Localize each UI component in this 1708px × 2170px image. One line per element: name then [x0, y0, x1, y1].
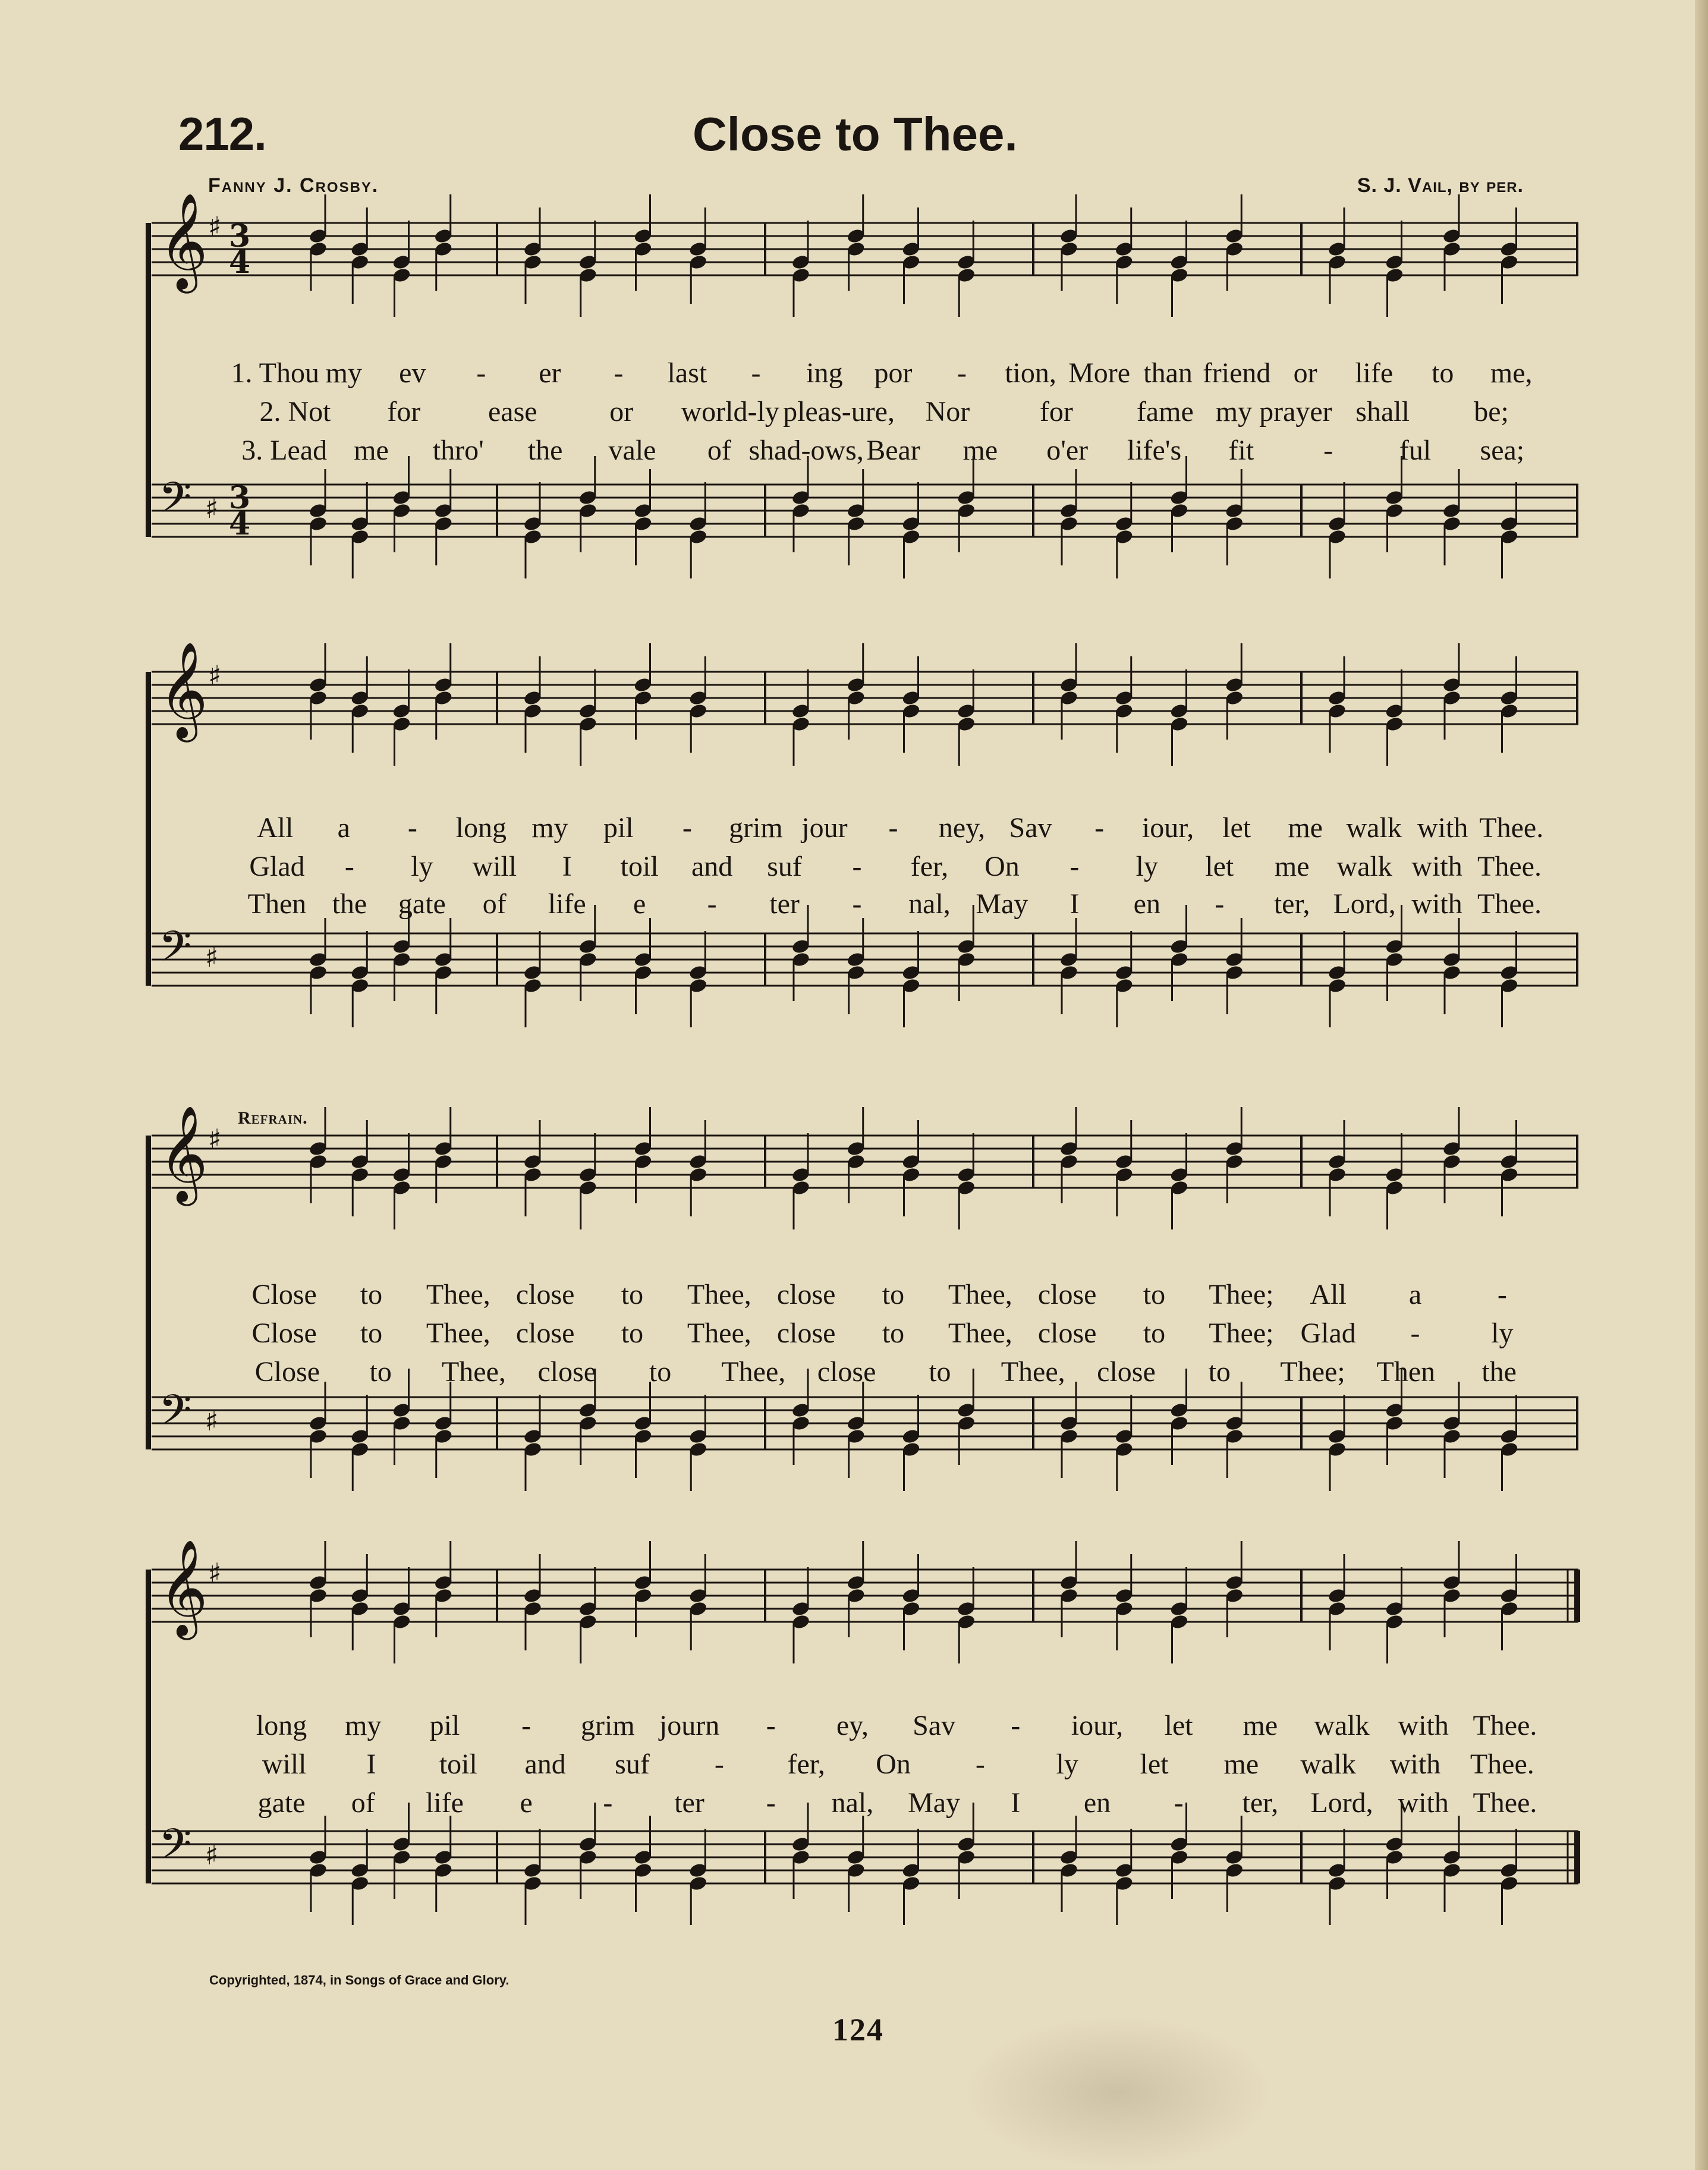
bass-clef-icon: 𝄢	[159, 922, 192, 982]
lyric-syllable: -	[1174, 1787, 1184, 1819]
lyric-line	[146, 1356, 1578, 1394]
copyright-notice: Copyrighted, 1874, in Songs of Grace and Glory.	[209, 1973, 509, 1987]
lyric-syllable: shall	[1355, 396, 1410, 427]
lyric-syllable: o'er	[1046, 435, 1089, 466]
lyric-syllable: -	[1323, 435, 1333, 466]
lyric-syllable: Thee,	[426, 1279, 490, 1310]
author-credit: Fanny J. Crosby.	[208, 174, 379, 197]
page-number: 124	[832, 2012, 884, 2048]
lyric-syllable: life's	[1127, 435, 1182, 466]
lyric-syllable: Sav	[1009, 812, 1052, 844]
lyric-syllable: Thee;	[1209, 1279, 1274, 1310]
lyric-line	[146, 888, 1578, 926]
lyric-syllable: e	[633, 888, 646, 920]
lyric-syllable: journ	[659, 1710, 720, 1741]
hymn-number: 212.	[178, 108, 266, 160]
sharp-icon: ♯	[208, 1123, 222, 1155]
lyric-syllable: close	[1037, 1279, 1097, 1310]
lyric-syllable: be;	[1474, 396, 1509, 427]
lyric-syllable: -	[682, 812, 692, 844]
lyric-syllable: with	[1411, 851, 1462, 882]
music-system-4	[146, 1539, 1578, 1944]
lyric-syllable: Thee,	[948, 1279, 1012, 1310]
lyric-syllable: of	[707, 435, 731, 466]
lyric-syllable: suf	[767, 851, 802, 882]
lyric-syllable: to	[360, 1279, 383, 1310]
lyric-syllable: me	[354, 435, 389, 466]
lyric-syllable: -	[344, 851, 354, 882]
lyric-syllable: en	[1083, 1787, 1111, 1819]
lyric-syllable: life	[1355, 357, 1394, 389]
lyric-syllable: -	[1070, 851, 1080, 882]
lyric-syllable: -	[766, 1787, 776, 1819]
lyric-syllable: sea;	[1480, 435, 1525, 466]
lyric-syllable: for	[1039, 396, 1073, 427]
lyric-syllable: me	[1243, 1710, 1278, 1741]
lyric-syllable: Then	[1376, 1356, 1436, 1388]
lyric-syllable: Close	[251, 1317, 317, 1349]
treble-clef-icon: 𝄞	[159, 1539, 208, 1636]
lyric-syllable: with	[1417, 812, 1468, 844]
lyric-syllable: Thee,	[426, 1317, 490, 1349]
lyric-syllable: with	[1389, 1748, 1441, 1780]
lyric-syllable: for	[387, 396, 421, 427]
lyric-syllable: May	[976, 888, 1028, 920]
lyric-syllable: I	[1011, 1787, 1021, 1819]
lyric-syllable: let	[1222, 812, 1251, 844]
lyric-syllable: er	[539, 357, 561, 389]
lyric-syllable: and	[691, 851, 733, 882]
treble-clef-icon: 𝄞	[159, 193, 208, 290]
time-signature-digit: 3	[229, 218, 251, 254]
lyric-syllable: will	[262, 1748, 307, 1780]
lyric-syllable: ter,	[1273, 888, 1310, 920]
lyric-syllable: close	[1037, 1317, 1097, 1349]
lyric-syllable: Thee,	[441, 1356, 506, 1388]
lyric-syllable: Thee,	[1001, 1356, 1065, 1388]
lyric-syllable: to	[1208, 1356, 1231, 1388]
lyric-syllable: me	[962, 435, 998, 466]
paper-smudge	[963, 2015, 1272, 2170]
lyric-syllable: shad-ows,	[748, 435, 864, 466]
lyric-syllable: 1. Thou	[231, 357, 319, 389]
lyric-syllable: ey,	[836, 1710, 869, 1741]
lyric-syllable: e	[520, 1787, 533, 1819]
lyric-syllable: my	[325, 357, 362, 389]
lyric-syllable: Bear	[866, 435, 920, 466]
lyric-line	[146, 1709, 1578, 1747]
lyric-syllable: -	[407, 812, 417, 844]
lyric-line	[146, 812, 1578, 850]
lyric-syllable: Thee;	[1209, 1317, 1274, 1349]
lyric-line	[146, 1787, 1578, 1825]
lyric-line	[146, 395, 1578, 433]
lyric-syllable: -	[751, 357, 761, 389]
lyric-syllable: Sav	[913, 1710, 956, 1741]
lyric-syllable: walk	[1346, 812, 1402, 844]
lyric-syllable: long	[256, 1710, 307, 1741]
lyric-syllable: to	[360, 1317, 383, 1349]
lyric-syllable: me,	[1490, 357, 1533, 389]
lyric-syllable: with	[1398, 1787, 1449, 1819]
lyric-syllable: pil	[603, 812, 634, 844]
lyric-syllable: ly	[1491, 1317, 1514, 1349]
lyric-syllable: me	[1223, 1748, 1259, 1780]
lyric-syllable: the	[1481, 1356, 1517, 1388]
lyric-syllable: close	[537, 1356, 597, 1388]
lyric-syllable: -	[1497, 1279, 1507, 1310]
lyric-syllable: Thee.	[1479, 812, 1544, 844]
lyric-syllable: -	[1215, 888, 1225, 920]
lyric-syllable: ney,	[938, 812, 986, 844]
lyric-syllable: Thee,	[721, 1356, 786, 1388]
lyric-syllable: nal,	[908, 888, 951, 920]
lyric-syllable: close	[1097, 1356, 1156, 1388]
lyric-syllable: me	[1274, 851, 1310, 882]
lyric-syllable: Glad	[249, 851, 305, 882]
lyric-syllable: close	[776, 1279, 836, 1310]
lyric-syllable: pleas-ure,	[783, 396, 895, 427]
lyric-syllable: walk	[1314, 1710, 1370, 1741]
lyric-syllable: close	[817, 1356, 876, 1388]
time-signature-digit: 3	[229, 480, 251, 516]
lyric-syllable: ful	[1399, 435, 1432, 466]
lyric-syllable: grim	[581, 1710, 635, 1741]
music-system-1	[146, 193, 1578, 597]
lyric-syllable: a	[337, 812, 350, 844]
lyric-line	[146, 1278, 1578, 1316]
lyric-line	[146, 357, 1578, 395]
lyric-syllable: close	[515, 1279, 575, 1310]
lyric-syllable: ly	[1135, 851, 1158, 882]
lyric-syllable: Thee,	[687, 1279, 751, 1310]
treble-clef-icon: 𝄞	[159, 1105, 208, 1202]
lyric-syllable: gate	[398, 888, 446, 920]
lyric-syllable: fer,	[910, 851, 949, 882]
lyric-syllable: Thee.	[1473, 1787, 1537, 1819]
time-signature-digit: 4	[229, 244, 251, 281]
lyric-syllable: 2. Not	[259, 396, 331, 427]
lyric-syllable: Thee.	[1473, 1710, 1537, 1741]
lyric-syllable: last	[667, 357, 707, 389]
sharp-icon: ♯	[205, 1839, 219, 1871]
refrain-label: Refrain.	[238, 1108, 308, 1128]
lyric-syllable: Thee.	[1470, 1748, 1534, 1780]
lyric-syllable: fame	[1136, 396, 1194, 427]
lyric-syllable: Thee.	[1477, 851, 1542, 882]
lyric-syllable: to	[369, 1356, 392, 1388]
lyric-syllable: -	[707, 888, 717, 920]
lyric-syllable: ev	[399, 357, 426, 389]
lyric-syllable: than	[1143, 357, 1193, 389]
lyric-syllable: On	[876, 1748, 911, 1780]
lyric-syllable: or	[609, 396, 634, 427]
lyric-syllable: -	[614, 357, 624, 389]
lyric-syllable: gate	[257, 1787, 306, 1819]
lyric-syllable: vale	[608, 435, 656, 466]
lyric-syllable: of	[482, 888, 507, 920]
lyric-syllable: long	[455, 812, 507, 844]
music-system-3	[146, 1105, 1578, 1510]
lyric-syllable: iour,	[1141, 812, 1194, 844]
time-signature-digit: 4	[229, 506, 251, 542]
lyric-syllable: All	[1310, 1279, 1347, 1310]
lyric-syllable: Lord,	[1310, 1787, 1373, 1819]
lyric-syllable: the	[332, 888, 367, 920]
lyric-syllable: will	[472, 851, 517, 882]
lyric-syllable: -	[476, 357, 486, 389]
lyric-syllable: ly	[1056, 1748, 1078, 1780]
hymn-title: Close to Thee.	[693, 108, 1018, 161]
lyric-syllable: -	[852, 888, 862, 920]
bass-clef-icon: 𝄢	[159, 473, 192, 533]
composer-credit: S. J. Vail, by per.	[1357, 174, 1524, 197]
lyric-syllable: ter	[674, 1787, 704, 1819]
lyric-syllable: world-ly	[681, 396, 779, 427]
lyric-syllable: -	[852, 851, 862, 882]
lyric-syllable: life	[548, 888, 586, 920]
lyric-syllable: ly	[411, 851, 433, 882]
lyric-syllable: -	[766, 1710, 776, 1741]
lyric-syllable: May	[908, 1787, 961, 1819]
lyric-syllable: friend	[1202, 357, 1271, 389]
lyric-syllable: Close	[254, 1356, 320, 1388]
lyric-syllable: Thee,	[948, 1317, 1012, 1349]
lyric-syllable: I	[562, 851, 572, 882]
lyric-syllable: I	[366, 1748, 376, 1780]
lyric-syllable: pil	[429, 1710, 460, 1741]
lyric-syllable: toil	[439, 1748, 477, 1780]
lyric-line	[146, 1317, 1578, 1355]
lyric-syllable: Thee.	[1477, 888, 1542, 920]
lyric-syllable: fer,	[787, 1748, 825, 1780]
lyric-syllable: with	[1411, 888, 1462, 920]
lyric-syllable: -	[975, 1748, 985, 1780]
lyric-syllable: to	[929, 1356, 951, 1388]
lyric-syllable: thro'	[432, 435, 484, 466]
sharp-icon: ♯	[205, 492, 219, 524]
lyric-syllable: my prayer	[1215, 396, 1332, 427]
lyric-syllable: of	[351, 1787, 375, 1819]
lyric-syllable: or	[1293, 357, 1317, 389]
lyric-syllable: the	[527, 435, 563, 466]
lyric-syllable: 3. Lead	[241, 435, 328, 466]
lyric-syllable: to	[1143, 1279, 1166, 1310]
lyric-syllable: por	[874, 357, 913, 389]
lyric-line	[146, 434, 1578, 472]
lyric-syllable: -	[714, 1748, 724, 1780]
sharp-icon: ♯	[205, 1405, 219, 1437]
lyric-syllable: and	[524, 1748, 566, 1780]
lyric-line	[146, 850, 1578, 888]
lyric-syllable: tion,	[1005, 357, 1056, 389]
lyric-syllable: me	[1288, 812, 1323, 844]
lyric-syllable: Glad	[1300, 1317, 1356, 1349]
sharp-icon: ♯	[208, 210, 222, 243]
lyric-syllable: -	[603, 1787, 613, 1819]
lyric-syllable: let	[1164, 1710, 1193, 1741]
lyric-syllable: Thee,	[687, 1317, 751, 1349]
lyric-syllable: All	[257, 812, 294, 844]
lyric-syllable: grim	[729, 812, 783, 844]
lyric-syllable: my	[345, 1710, 382, 1741]
lyric-syllable: -	[957, 357, 967, 389]
lyric-syllable: -	[1011, 1710, 1021, 1741]
lyric-syllable: -	[888, 812, 898, 844]
treble-clef-icon: 𝄞	[159, 641, 208, 738]
lyric-syllable: my	[531, 812, 568, 844]
sharp-icon: ♯	[205, 941, 219, 973]
lyric-syllable: a	[1408, 1279, 1422, 1310]
page-edge-shadow	[1695, 0, 1708, 2170]
lyric-syllable: -	[1410, 1317, 1420, 1349]
lyric-syllable: Then	[247, 888, 307, 920]
lyric-syllable: Lord,	[1333, 888, 1396, 920]
lyric-syllable: walk	[1336, 851, 1392, 882]
lyric-syllable: walk	[1300, 1748, 1356, 1780]
lyric-syllable: Thee;	[1280, 1356, 1345, 1388]
lyric-syllable: -	[521, 1710, 531, 1741]
lyric-syllable: ter,	[1242, 1787, 1279, 1819]
lyric-syllable: -	[1094, 812, 1105, 844]
lyric-syllable: to	[649, 1356, 672, 1388]
lyric-syllable: en	[1133, 888, 1160, 920]
lyric-syllable: to	[1143, 1317, 1166, 1349]
lyric-syllable: let	[1205, 851, 1234, 882]
lyric-syllable: I	[1070, 888, 1080, 920]
lyric-syllable: Nor	[925, 396, 970, 427]
lyric-syllable: close	[515, 1317, 575, 1349]
bass-clef-icon: 𝄢	[159, 1820, 192, 1879]
lyric-syllable: close	[776, 1317, 836, 1349]
music-system-2	[146, 641, 1578, 1046]
lyric-syllable: to	[621, 1279, 644, 1310]
lyric-syllable: to	[882, 1279, 905, 1310]
lyric-syllable: On	[984, 851, 1020, 882]
lyric-syllable: suf	[615, 1748, 650, 1780]
lyric-syllable: ter	[769, 888, 800, 920]
lyric-syllable: to	[882, 1317, 905, 1349]
lyric-syllable: jour	[801, 812, 848, 844]
lyric-syllable: to	[621, 1317, 644, 1349]
lyric-line	[146, 1748, 1578, 1786]
lyric-syllable: fit	[1228, 435, 1254, 466]
lyric-syllable: ing	[806, 357, 843, 389]
lyric-syllable: ease	[487, 396, 537, 427]
lyric-syllable: toil	[620, 851, 659, 882]
lyric-syllable: with	[1398, 1710, 1449, 1741]
lyric-syllable: nal,	[831, 1787, 874, 1819]
lyric-syllable: let	[1140, 1748, 1169, 1780]
lyric-syllable: life	[425, 1787, 464, 1819]
lyric-syllable: iour,	[1071, 1710, 1124, 1741]
bass-clef-icon: 𝄢	[159, 1386, 192, 1445]
lyric-syllable: More	[1068, 357, 1131, 389]
sharp-icon: ♯	[208, 659, 222, 691]
lyric-syllable: to	[1432, 357, 1454, 389]
lyric-syllable: Close	[251, 1279, 317, 1310]
sharp-icon: ♯	[208, 1557, 222, 1589]
